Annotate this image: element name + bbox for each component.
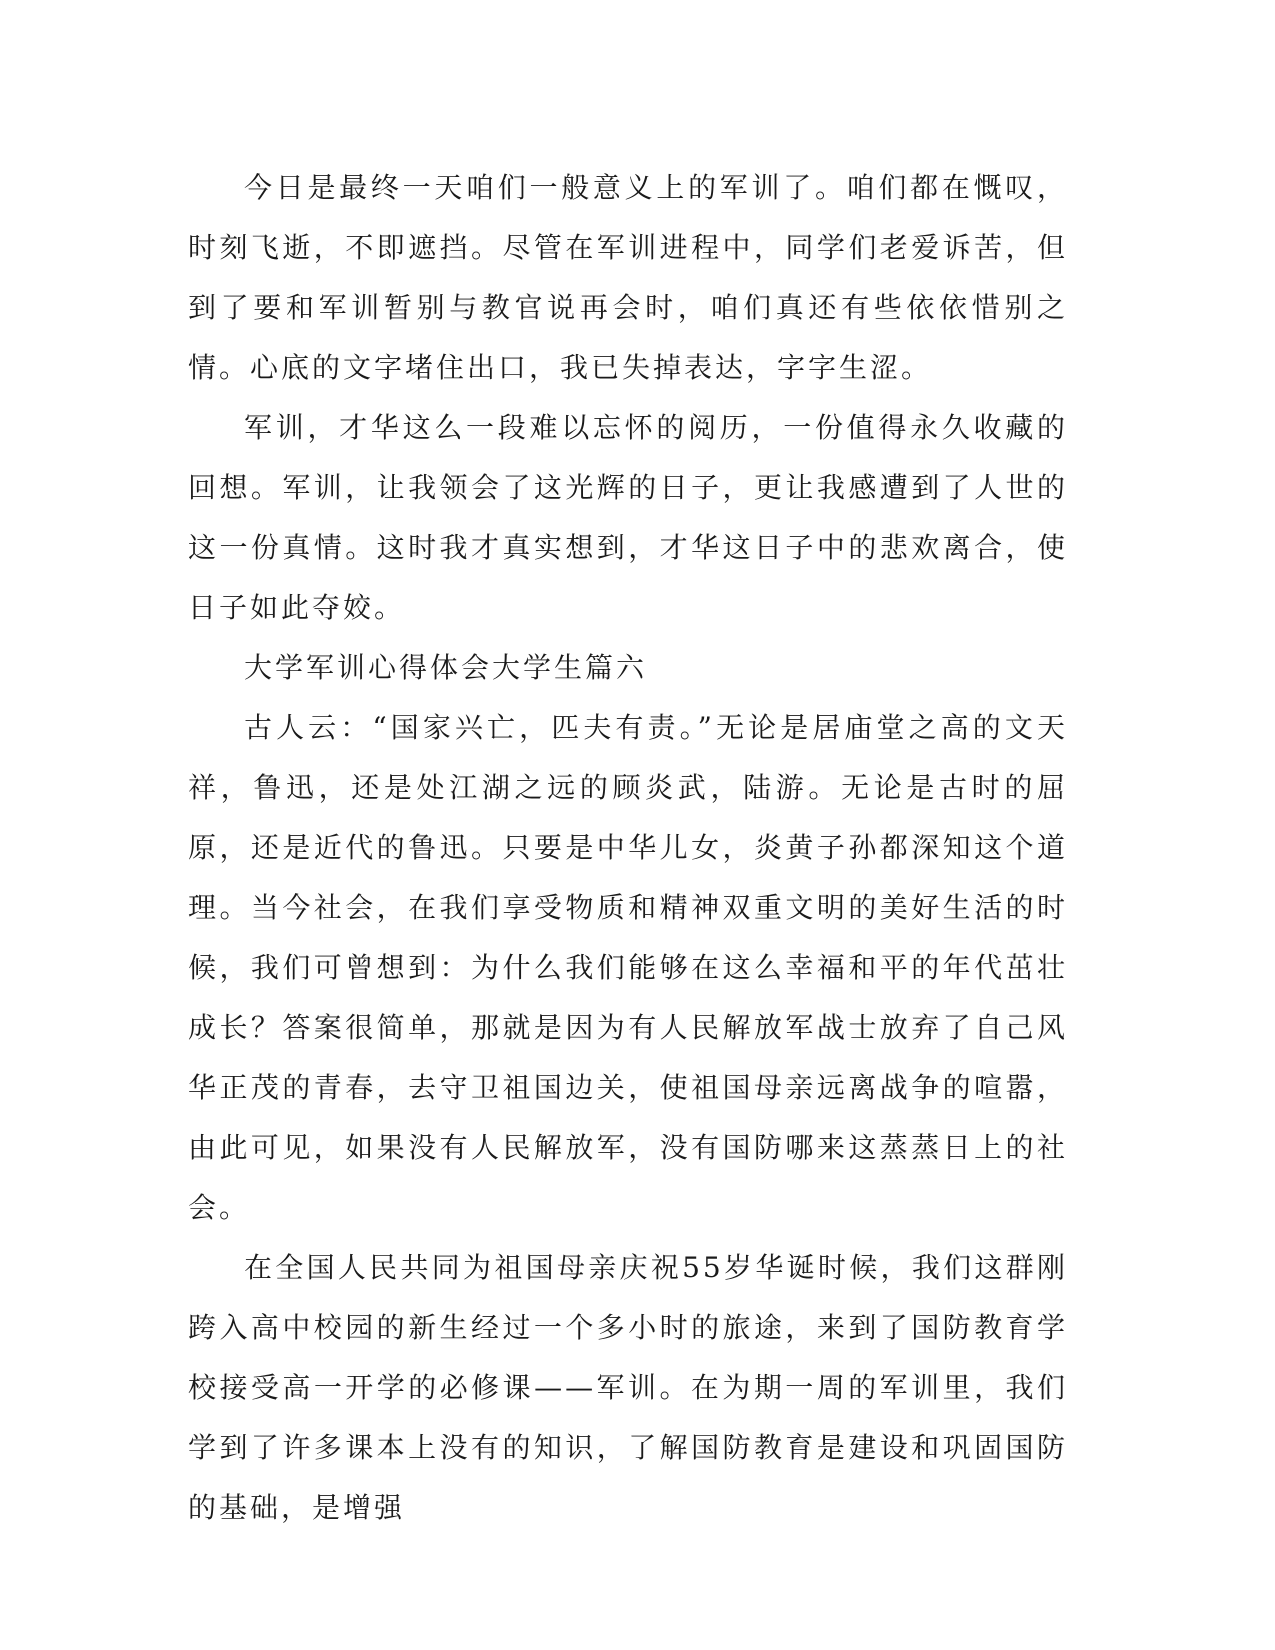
paragraph-4: 在全国人民共同为祖国母亲庆祝55岁华诞时候，我们这群刚跨入高中校园的新生经过一个多小时的旅途，来到了国防教育学校接受高一开学的必修课——军训。在为期一周的军训里，我们学到了许多课本上没有的知识，了解国防教育是建设和巩固国防的基础，是增强 (188, 1251, 1068, 1524)
paragraph-2: 军训，才华这么一段难以忘怀的阅历，一份值得永久收藏的回想。军训，让我领会了这光辉的日子，更让我感遭到了人世的这一份真情。这时我才真实想到，才华这日子中的悲欢离合，使日子如此夺姣。 (188, 411, 1068, 624)
paragraph-1: 今日是最终一天咱们一般意义上的军训了。咱们都在慨叹，时刻飞逝，不即遮挡。尽管在军训进程中，同学们老爱诉苦，但到了要和军训暂别与教官说再会时，咱们真还有些依依惜别之情。心底的文字堵住出口，我已失掉表达，字字生涩。 (188, 171, 1068, 384)
paragraph-3: 古人云：“国家兴亡，匹夫有责。”无论是居庙堂之高的文天祥，鲁迅，还是处江湖之远的顾炎武，陆游。无论是古时的屈原，还是近代的鲁迅。只要是中华儿女，炎黄子孙都深知这个道理。当今社会，在我们享受物质和精神双重文明的美好生活的时候，我们可曾想到：为什么我们能够在这么幸福和平的年代茁壮成长？答案很简单，那就是因为有人民解放军战士放弃了自己风华正茂的青春，去守卫祖国边关，使祖国母亲远离战争的喧嚣，由此可见，如果没有人民解放军，没有国防哪来这蒸蒸日上的社会。 (188, 711, 1068, 1224)
section-heading: 大学军训心得体会大学生篇六 (244, 651, 648, 684)
document-body (188, 158, 1068, 1538)
